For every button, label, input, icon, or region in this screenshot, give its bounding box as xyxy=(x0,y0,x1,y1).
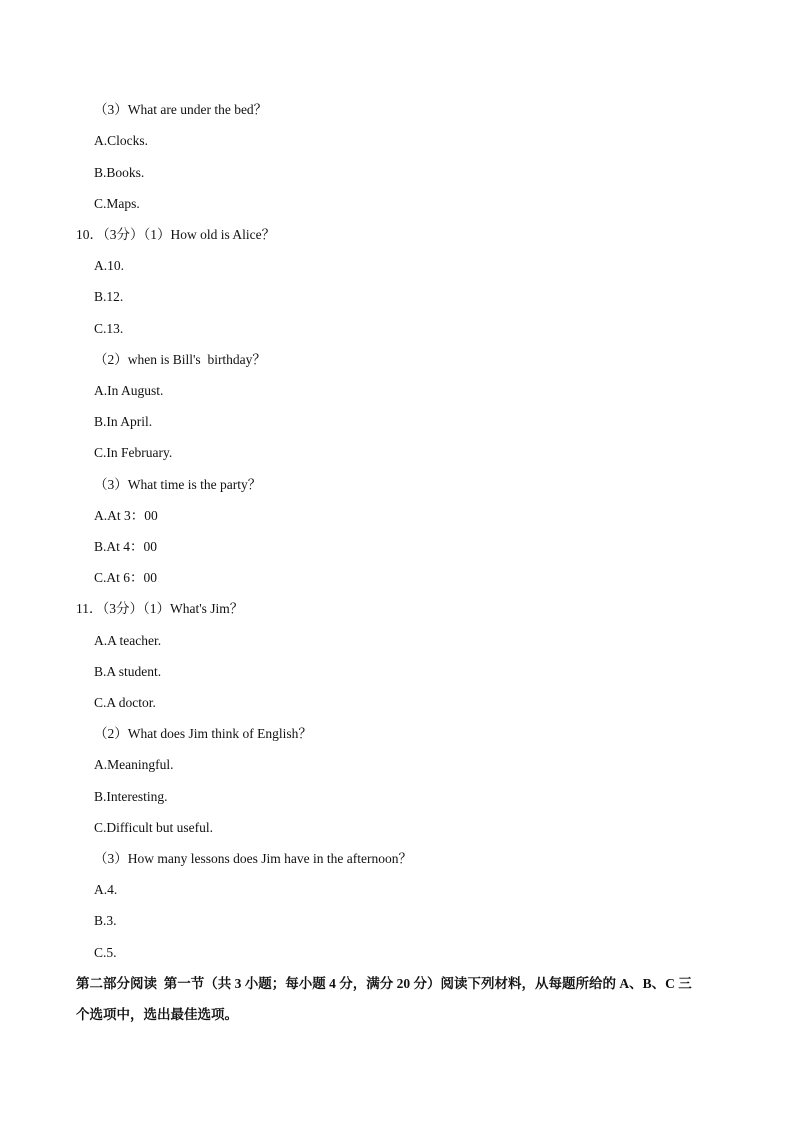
q11-sub3-option-a: A.4. xyxy=(94,882,118,897)
q10-sub2-option-c: C.In February. xyxy=(94,445,173,460)
q9-sub3-prompt: （3）What are under the bed？ xyxy=(94,102,268,117)
q10-sub2-option-a: A.In August. xyxy=(94,383,164,398)
q10-sub2-prompt: （2）when is Bill's birthday？ xyxy=(94,352,266,367)
q10-sub3-option-b: B.At 4：00 xyxy=(94,539,158,554)
q9-sub3-option-c: C.Maps. xyxy=(94,196,140,211)
q10-sub2-option-b: B.In April. xyxy=(94,414,153,429)
q11-sub2-prompt: （2）What does Jim think of English？ xyxy=(94,726,312,741)
q11-sub3-option-b: B.3. xyxy=(94,913,117,928)
q11-sub3-prompt: （3）How many lessons does Jim have in the afternoon？ xyxy=(94,851,412,866)
q10-header: 10．（3分）（1）How old is Alice？ xyxy=(76,227,276,242)
section2-heading-line2: 个选项中，选出最佳选项。 xyxy=(76,1007,238,1022)
q9-sub3-option-b: B.Books. xyxy=(94,165,145,180)
q11-sub1-option-a: A.A teacher. xyxy=(94,633,162,648)
section2-heading-line1: 第二部分阅读 第一节（共 3 小题；每小题 4 分，满分 20 分）阅读下列材料，从每题所给的 A、B、C 三 xyxy=(76,976,692,991)
q11-sub3-option-c: C.5. xyxy=(94,945,117,960)
q10-sub1-option-a: A.10. xyxy=(94,258,124,273)
q10-sub1-option-c: C.13. xyxy=(94,321,124,336)
q11-sub2-option-c: C.Difficult but useful. xyxy=(94,820,213,835)
q11-sub2-option-b: B.Interesting. xyxy=(94,789,168,804)
q11-sub1-option-b: B.A student. xyxy=(94,664,162,679)
q10-sub3-prompt: （3）What time is the party？ xyxy=(94,477,262,492)
q10-sub1-option-b: B.12. xyxy=(94,289,124,304)
q11-header: 11．（3分）（1）What's Jim？ xyxy=(76,601,244,616)
q9-sub3-option-a: A.Clocks. xyxy=(94,133,148,148)
q11-sub2-option-a: A.Meaningful. xyxy=(94,757,174,772)
q11-sub1-option-c: C.A doctor. xyxy=(94,695,156,710)
q10-sub3-option-c: C.At 6：00 xyxy=(94,570,158,585)
q10-sub3-option-a: A.At 3：00 xyxy=(94,508,158,523)
